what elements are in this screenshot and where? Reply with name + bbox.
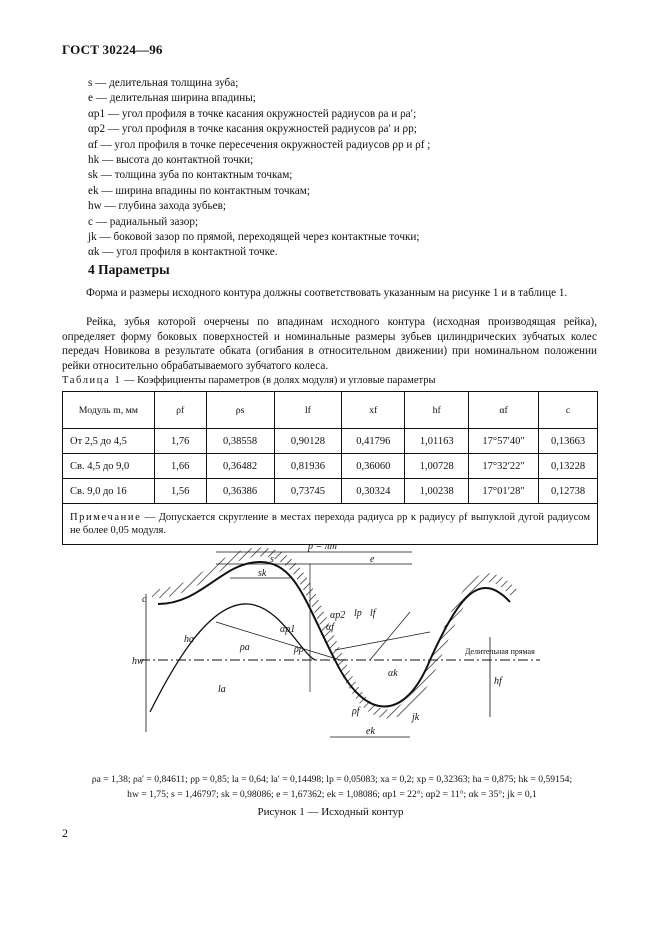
table-header-cell: ρs xyxy=(206,392,274,429)
table-caption-label: Таблица 1 xyxy=(62,375,122,386)
table-header-cell: αf xyxy=(469,392,539,429)
table-row xyxy=(63,479,598,504)
figure-label: sk xyxy=(258,568,267,579)
figure-label: p = πm xyxy=(308,542,337,552)
table-cell: 1,01163 xyxy=(405,429,469,454)
figure-label: ρf xyxy=(352,706,360,717)
definition-item: jk — боковой зазор по прямой, переходящей через контактные точки; xyxy=(88,231,420,244)
table-cell: 0,13663 xyxy=(539,429,598,454)
figure-label: jk xyxy=(412,712,420,723)
definition-item: αk — угол профиля в контактной точке. xyxy=(88,246,278,259)
parameters-table xyxy=(62,391,598,545)
definition-item: sk — толщина зуба по контактным точкам; xyxy=(88,169,293,182)
definition-item: hk — высота до контактной точки; xyxy=(88,154,254,167)
table-cell: 17°32′22″ xyxy=(469,454,539,479)
figure-label: c xyxy=(142,594,147,605)
figure-label: hf xyxy=(494,676,502,687)
table-cell: 1,56 xyxy=(154,479,206,504)
section-title: 4 Параметры xyxy=(88,262,170,277)
construction-line xyxy=(370,612,410,660)
table-header-cell: c xyxy=(539,392,598,429)
table-row xyxy=(63,454,598,479)
table-caption xyxy=(62,375,436,386)
figure-label: lp xyxy=(354,608,362,619)
figure-label: hw xyxy=(132,656,144,667)
table-cell: 17°01′28″ xyxy=(469,479,539,504)
table-cell: 1,00728 xyxy=(405,454,469,479)
document-header: ГОСТ 30224—96 xyxy=(62,42,163,57)
mating-profile-curve xyxy=(150,604,315,712)
figure-label: lf xyxy=(370,608,376,619)
table-header-cell: hf xyxy=(405,392,469,429)
definition-list xyxy=(88,76,608,261)
definition-item: c — радиальный зазор; xyxy=(88,215,199,228)
paragraph: Рейка, зубья которой очерчены по впадинам исходного контура (исходная производящая рейка), определяет форму боковых поверхностей и номинальные размеры зубьев цилиндрических зубчатых колес передач Новикова в результате обката (огибания в относительном движении) при номинальном положении рейки относительно обрабатываемого зубчатого колеса. xyxy=(62,316,597,372)
table-header-cell: ρf xyxy=(154,392,206,429)
table-cell: 1,76 xyxy=(154,429,206,454)
table-note-row xyxy=(63,504,598,545)
figure-label: e xyxy=(370,554,375,565)
paragraph: Форма и размеры исходного контура должны соответствовать указанным на рисунке 1 и в таблице 1. xyxy=(86,287,568,299)
figure-caption: Рисунок 1 — Исходный контур xyxy=(257,806,404,818)
figure-parameters-line: ρa = 1,38; ρa′ = 0,84611; ρp = 0,85; la = 0,64; la′ = 0,14498; lp = 0,05083; xa = 0,2; xp = 0,32363; ha = 0,875; hk = 0,59154; xyxy=(91,774,573,785)
table-cell: 0,36386 xyxy=(206,479,274,504)
table-cell: 1,00238 xyxy=(405,479,469,504)
figure-label: ρp xyxy=(294,644,304,655)
table-cell: 0,90128 xyxy=(274,429,342,454)
table-cell: 0,13228 xyxy=(539,454,598,479)
table-note xyxy=(63,504,598,545)
figure-label: Делительная прямая xyxy=(465,647,535,656)
table-header-cell: lf xyxy=(274,392,342,429)
rack-hatching xyxy=(152,552,515,714)
table-cell: 0,73745 xyxy=(274,479,342,504)
page-number: 2 xyxy=(62,826,68,840)
table-header-row xyxy=(63,392,598,429)
figure-label: αf xyxy=(326,622,335,633)
figure-label: s xyxy=(270,554,274,565)
table-cell: 1,66 xyxy=(154,454,206,479)
table-cell: 0,30324 xyxy=(342,479,405,504)
table-cell: От 2,5 до 4,5 xyxy=(63,429,155,454)
table-cell: Св. 9,0 до 16 xyxy=(63,479,155,504)
table-header-cell: xf xyxy=(342,392,405,429)
figure-label: αp2 xyxy=(330,610,346,621)
definition-item: s — делительная толщина зуба; xyxy=(88,77,239,89)
definition-item: αf — угол профиля в точке пересечения окружностей радиусов ρp и ρf ; xyxy=(88,138,431,151)
table-cell: 0,38558 xyxy=(206,429,274,454)
table-cell: 0,36060 xyxy=(342,454,405,479)
table-cell: 0,41796 xyxy=(342,429,405,454)
figure-parameters-line: hw = 1,75; s = 1,46797; sk = 0,98086; e = 1,67362; ek = 1,08086; αp1 = 22°; αp2 = 11°; αk = 35°; jk = 0,1 xyxy=(127,789,537,800)
construction-line xyxy=(335,632,430,650)
figure-label: ρa xyxy=(240,642,250,653)
figure-label: ek xyxy=(366,726,375,737)
table-cell: 0,12738 xyxy=(539,479,598,504)
table-caption-text: — Коэффициенты параметров (в долях модуля) и угловые параметры xyxy=(121,375,436,386)
definition-item: hw — глубина захода зубьев; xyxy=(88,200,226,213)
definition-item: e — делительная ширина впадины; xyxy=(88,92,256,105)
figure-label: ha xyxy=(184,634,194,645)
table-cell: 17°57′40″ xyxy=(469,429,539,454)
table-cell: Св. 4,5 до 9,0 xyxy=(63,454,155,479)
figure-label: αk xyxy=(388,668,398,679)
figure-label: αp1 xyxy=(280,624,296,635)
definition-item: αp2 — угол профиля в точке касания окружностей радиусов ρa′ и ρp; xyxy=(88,123,417,136)
basic-rack-profile-figure xyxy=(130,542,610,762)
figure-parameters xyxy=(62,772,602,802)
table-note-label: Примечание xyxy=(70,512,142,523)
table-note-text: — Допускается скругление в местах перехода радиуса ρp к радиусу ρf выпуклой дугой радиусом не более 0,05 модуля. xyxy=(70,512,590,536)
definition-item: ek — ширина впадины по контактным точкам; xyxy=(88,184,310,197)
figure-label: la xyxy=(218,684,226,695)
table-row xyxy=(63,429,598,454)
rack-profile-curve xyxy=(158,562,510,707)
table-cell: 0,81936 xyxy=(274,454,342,479)
table-cell: 0,36482 xyxy=(206,454,274,479)
table-header-cell: Модуль m, мм xyxy=(63,392,155,429)
definition-item: αp1 — угол профиля в точке касания окружностей радиусов ρa и ρa′; xyxy=(88,107,417,120)
